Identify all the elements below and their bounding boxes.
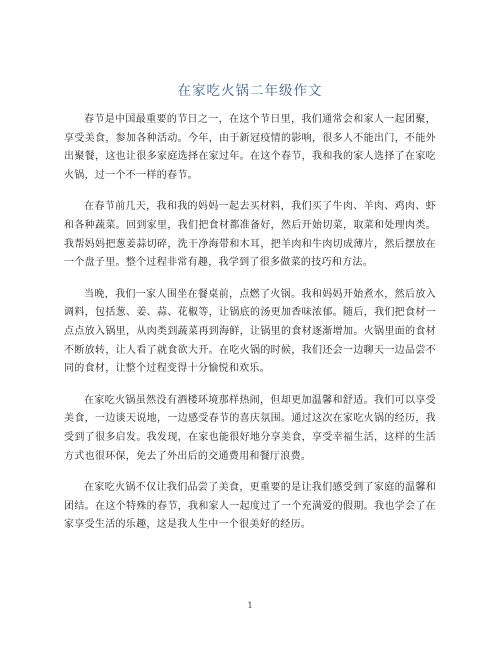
document-title: 在家吃火锅二年级作文 <box>177 83 323 99</box>
paragraph-5: 在家吃火锅不仅让我们品尝了美食，更重要的是让我们感受到了家庭的温馨和团结。在这个特殊的春节，我和家人一起度过了一个充满爱的假期。我也学会了在家享受生活的乐趣，这是我人生中一个很美好的经历。 <box>64 482 436 531</box>
page-number: 1 <box>247 601 253 610</box>
document-body <box>64 111 436 548</box>
paragraph-1: 春节是中国最重要的节日之一，在这个节日里，我们通常会和家人一起团聚，享受美食，参加各种活动。今年，由于新冠疫情的影响，很多人不能出门，不能外出聚餐，这也让很多家庭选择在家过年。在这个春节，我和我的家人选择了在家吃火锅，过一个不一样的春节。 <box>64 114 436 181</box>
paragraph-2: 在春节前几天，我和我的妈妈一起去买材料，我们买了牛肉、羊肉、鸡肉、虾和各种蔬菜。回到家里，我们把食材都准备好，然后开始切菜，取菜和处理肉类。我帮妈妈把葱姜蒜切碎，洗干净海带和木耳，把羊肉和牛肉切成薄片，然后摆放在一个盘子里。整个过程非常有趣，我学到了很多做菜的技巧和方法。 <box>64 201 436 269</box>
paragraph-4: 在家吃火锅虽然没有酒楼环境那样热闹，但却更加温馨和舒适。我们可以享受美食，一边谈天说地，一边感受春节的喜庆氛围。通过这次在家吃火锅的经历，我受到了很多启发。我发现，在家也能很好地分享美食，享受幸福生活，这样的生活方式也很环保，免去了外出后的交通费用和餐厅浪费。 <box>64 394 436 462</box>
paragraph-3: 当晚，我们一家人围坐在餐桌前，点燃了火锅。我和妈妈开始煮水，然后放入调料，包括葱、姜、蒜、花椒等，让锅底的汤更加香味浓郁。随后，我们把食材一点点放入锅里，从肉类到蔬菜再到海鲜，让锅里的食材逐渐增加。火锅里面的食材不断放转，让人看了就食欲大开。在吃火锅的时候，我们还会一边聊天一边品尝不同的食材，让整个过程变得十分愉悦和欢乐。 <box>64 288 436 375</box>
